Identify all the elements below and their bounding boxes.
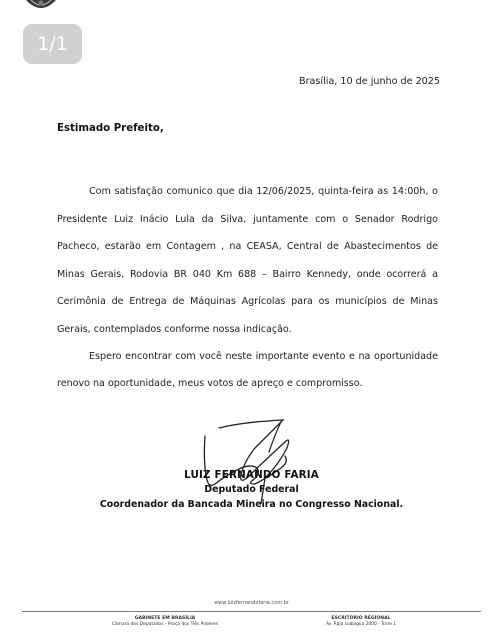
coat-of-arms-icon xyxy=(22,0,60,14)
footer-website: www.luizfernandofaria.com.br xyxy=(214,600,289,606)
footer-left-heading: GABINETE EM BRASÍLIA xyxy=(134,616,196,621)
letter-body-paragraph-1 xyxy=(57,178,438,343)
footer-right-heading: ESCRITÓRIO REGIONAL xyxy=(331,616,391,621)
letter-greeting: Estimado Prefeito, xyxy=(57,123,164,134)
signer-name: LUIZ FERNANDO FARIA xyxy=(184,469,319,481)
paragraph-1-text: Com satisfação comunico que dia 12/06/2025, quinta-feira as 14:00h, o Presidente Luiz Inácio Lula da Silva, juntamente com o Senador Rodrigo Pacheco, estarão em Contagem , na CEASA, Central de Abastecimentos de Minas Gerais, Rodovia BR 040 Km 688 – Bairro Kennedy, onde ocorrerá a Cerimônia de Entrega de Máquinas Agrícolas para os municípios de Minas Gerais, contemplados conforme nossa indicação. xyxy=(57,186,438,335)
letter-body-paragraph-2 xyxy=(57,343,438,397)
footer-right-address: Av. Raja Gabaglia 2000 - Torre 1 xyxy=(325,622,397,627)
paragraph-2-text: Espero encontrar com você neste importante evento e na oportunidade renovo na oportunidade, meus votos de apreço e compromisso. xyxy=(57,351,438,389)
letter-date: Brasília, 10 de junho de 2025 xyxy=(299,76,440,87)
footer-divider xyxy=(22,611,481,612)
page-indicator-badge: 1/1 xyxy=(23,24,82,64)
footer-left-address: Câmara dos Deputados - Praça dos Três Poderes xyxy=(111,622,219,627)
footer-brasilia-office xyxy=(70,616,260,628)
signer-role: Deputado Federal xyxy=(204,484,299,495)
footer-regional-office xyxy=(266,616,456,628)
signer-title: Coordenador da Bancada Mineira no Congresso Nacional. xyxy=(99,499,404,510)
